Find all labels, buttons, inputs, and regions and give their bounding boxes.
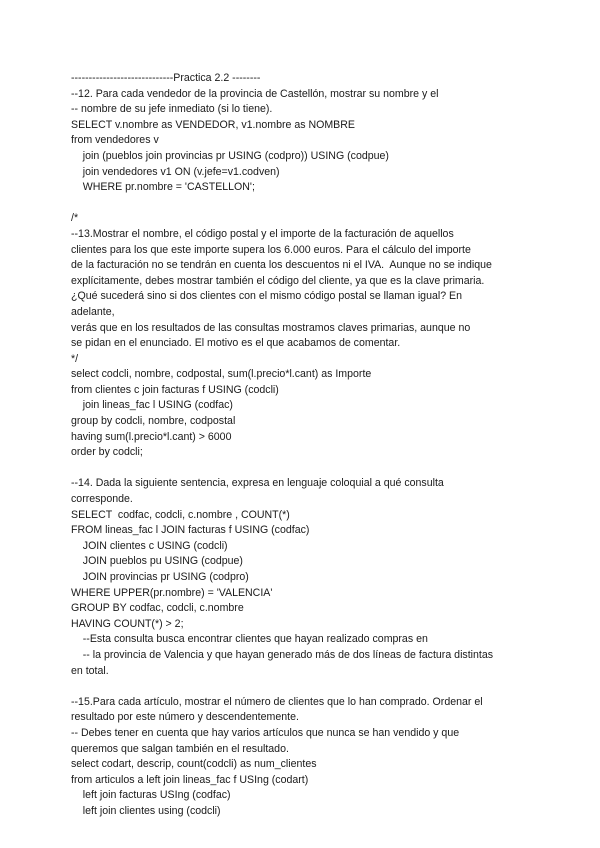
document-line: verás que en los resultados de las consultas mostramos claves primarias, aunque no	[71, 321, 471, 334]
document-line: explícitamente, debes mostrar también el código del cliente, ya que es la clave primaria.	[71, 274, 485, 287]
document-line: en total.	[71, 664, 109, 677]
document-line: --14. Dada la siguiente sentencia, expresa en lenguaje coloquial a qué consulta	[71, 477, 444, 490]
document-line: ¿Qué sucederá sino si dos clientes con el mismo código postal se llaman igual? En	[71, 290, 462, 303]
document-line: GROUP BY codfac, codcli, c.nombre	[71, 602, 244, 615]
document-body	[71, 71, 541, 820]
document-line: -- Debes tener en cuenta que hay varios artículos que nunca se han vendido y que	[71, 726, 460, 739]
document-line: se pidan en el enunciado. El motivo es el que acabamos de comentar.	[71, 337, 401, 350]
document-line: join (pueblos join provincias pr USING (codpro)) USING (codpue)	[71, 149, 389, 162]
document-line	[71, 461, 541, 477]
document-line: corresponde.	[71, 493, 133, 506]
document-line: left join clientes using (codcli)	[71, 804, 221, 817]
document-line: order by codcli;	[71, 446, 143, 459]
document-line: FROM lineas_fac l JOIN facturas f USING (codfac)	[71, 524, 310, 537]
document-line: -- la provincia de Valencia y que hayan generado más de dos líneas de factura distintas	[71, 648, 494, 661]
document-line: from clientes c join facturas f USING (codcli)	[71, 383, 279, 396]
document-line: --12. Para cada vendedor de la provincia de Castellón, mostrar su nombre y el	[71, 87, 439, 100]
document-line: JOIN provincias pr USING (codpro)	[71, 571, 249, 583]
document-line: SELECT codfac, codcli, c.nombre , COUNT(*)	[71, 508, 290, 521]
document-line: WHERE pr.nombre = 'CASTELLON';	[71, 181, 255, 194]
document-line: adelante,	[71, 305, 115, 318]
document-line: having sum(l.precio*l.cant) > 6000	[71, 430, 232, 443]
document-line: --Esta consulta busca encontrar clientes que hayan realizado compras en	[71, 633, 428, 646]
document-line: */	[71, 352, 79, 365]
document-line: clientes para los que este importe supera los 6.000 euros. Para el cálculo del importe	[71, 243, 471, 256]
document-line: de la facturación no se tendrán en cuenta los descuentos ni el IVA. Aunque no se indique	[71, 259, 492, 272]
document-line: -- nombre de su jefe inmediato (si lo tiene).	[71, 103, 273, 116]
document-line: JOIN pueblos pu USING (codpue)	[71, 555, 243, 568]
document-line: SELECT v.nombre as VENDEDOR, v1.nombre as NOMBRE	[71, 118, 355, 131]
document-line: from articulos a left join lineas_fac f USIng (codart)	[71, 773, 309, 786]
document-line: from vendedores v	[71, 134, 159, 147]
document-line: join vendedores v1 ON (v.jefe=v1.codven)	[71, 165, 280, 178]
document-line: resultado por este número y descendentemente.	[71, 711, 299, 724]
document-line: /*	[71, 212, 79, 225]
document-line: left join facturas USIng (codfac)	[71, 789, 231, 802]
document-line	[71, 196, 541, 212]
document-line: join lineas_fac l USING (codfac)	[71, 399, 233, 412]
document-line: select codart, descrip, count(codcli) as num_clientes	[71, 758, 317, 771]
document-line: -----------------------------Practica 2.2 --------	[71, 72, 261, 84]
document-line: WHERE UPPER(pr.nombre) = 'VALENCIA'	[71, 586, 273, 599]
document-line: queremos que salgan también en el resultado.	[71, 742, 289, 755]
document-line: group by codcli, nombre, codpostal	[71, 415, 236, 428]
document-line: --13.Mostrar el nombre, el código postal y el importe de la facturación de aquellos	[71, 227, 454, 240]
document-line: JOIN clientes c USING (codcli)	[71, 539, 228, 552]
document-line	[71, 679, 541, 695]
document-line: --15.Para cada artículo, mostrar el número de clientes que lo han comprado. Ordenar el	[71, 695, 483, 708]
document-line: select codcli, nombre, codpostal, sum(l.precio*l.cant) as Importe	[71, 368, 372, 381]
document-line: HAVING COUNT(*) > 2;	[71, 617, 184, 630]
